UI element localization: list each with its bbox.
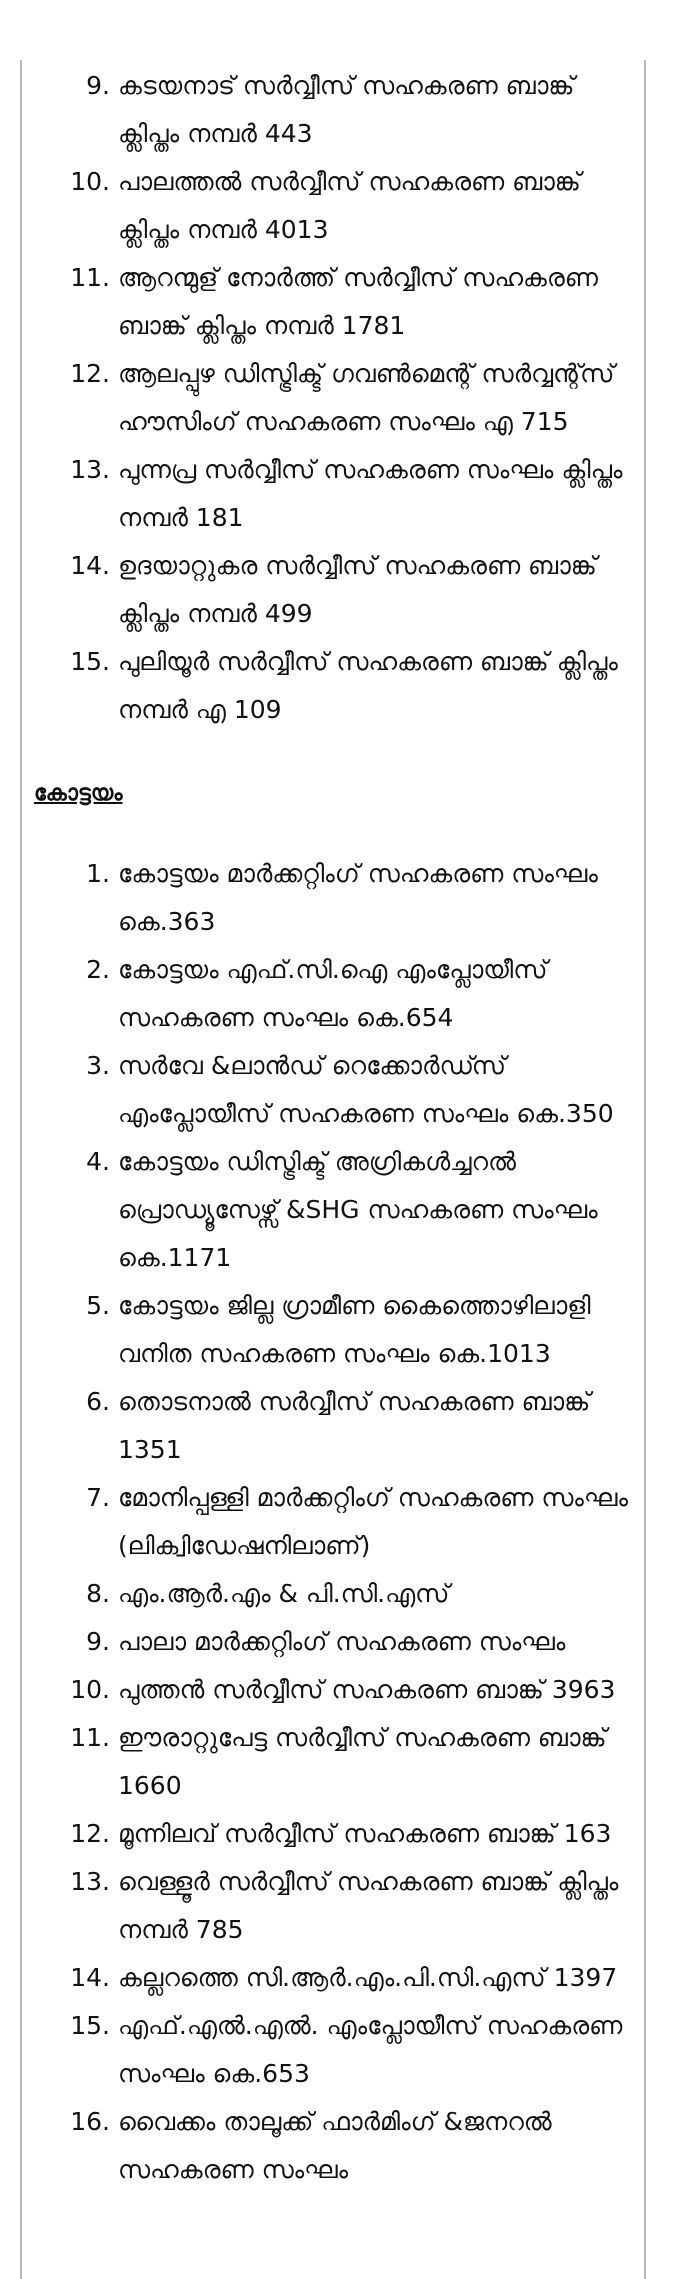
document-content: [34, 62, 634, 2194]
list-item: [34, 1618, 634, 1666]
list-item-text: മോനിപ്പള്ളി മാർക്കറ്റിംഗ് സഹകരണ സംഘം (ലിക്വിഡേഷനിലാണ്): [118, 1483, 628, 1560]
list-item-number: 13.: [70, 1867, 110, 1896]
list-item-text: പുത്തൻ സർവ്വീസ് സഹകരണ ബാങ്ക് 3963: [118, 1675, 616, 1704]
list-item: [34, 2002, 634, 2098]
list-item-text: സർവേ &ലാൻഡ് റെക്കോർഡ്സ് എംപ്ലോയീസ് സഹകരണ സംഘം കെ.350: [118, 1051, 614, 1128]
list-item: [34, 1138, 634, 1282]
list-item-number: 11.: [70, 1723, 110, 1752]
list-item: [34, 1666, 634, 1714]
list-item: [34, 1042, 634, 1138]
list-item-number: 10.: [70, 1675, 110, 1704]
list-item-number: 13.: [70, 455, 110, 484]
list-item-number: 10.: [70, 167, 110, 196]
list-item-text: എഫ്.എൽ.എൽ. എംപ്ലോയീസ് സഹകരണ സംഘം കെ.653: [118, 2011, 623, 2088]
list-item: [34, 946, 634, 1042]
content-border-left: [20, 60, 22, 2279]
list-item-text: ഈരാറ്റുപേട്ട സർവ്വീസ് സഹകരണ ബാങ്ക് 1660: [118, 1723, 607, 1800]
list-item-text: കോട്ടയം മാർക്കറ്റിംഗ് സഹകരണ സംഘം കെ.363: [118, 859, 598, 936]
list-item-text: വെള്ളൂർ സർവ്വീസ് സഹകരണ ബാങ്ക് ക്ലിപ്തം നമ്പർ 785: [118, 1867, 619, 1944]
list-item-number: 9.: [86, 1627, 110, 1656]
content-border-right: [644, 60, 646, 2279]
list-item-text: കല്ലറത്തെ സി.ആർ.എം.പി.സി.എസ് 1397: [118, 1963, 618, 1992]
list-item: [34, 1378, 634, 1474]
list-item-number: 6.: [86, 1387, 110, 1416]
list-item-text: കോട്ടയം ജില്ല ഗ്രാമീണ കൈത്തൊഴിലാളി വനിത സഹകരണ സംഘം കെ.1013: [118, 1291, 591, 1368]
list-item-number: 9.: [86, 71, 110, 100]
list-item-text: കോട്ടയം എഫ്.സി.ഐ എംപ്ലോയീസ് സഹകരണ സംഘം കെ.654: [118, 955, 548, 1032]
list-item-number: 16.: [70, 2107, 110, 2136]
list-item: [34, 446, 634, 542]
list-item: [34, 638, 634, 734]
list-item: [34, 2098, 634, 2194]
list-item-number: 12.: [70, 359, 110, 388]
list-item-number: 1.: [86, 859, 110, 888]
list-item-text: പുന്നപ്ര സർവ്വീസ് സഹകരണ സംഘം ക്ലിപ്തം നമ്പർ 181: [118, 455, 623, 532]
list-item-text: ആലപ്പുഴ ഡിസ്ട്രിക്ട് ഗവൺമെന്റ് സർവ്വന്റ്സ് ഹൗസിംഗ് സഹകരണ സംഘം എ 715: [118, 359, 615, 436]
list-item: [34, 542, 634, 638]
list-item-number: 2.: [86, 955, 110, 984]
list-item-number: 4.: [86, 1147, 110, 1176]
list-item: [34, 254, 634, 350]
list-item-text: കോട്ടയം ഡിസ്ട്രിക്ട് അഗ്രികൾച്ചറൽ പ്രൊഡ്യൂസേഴ്സ് &SHG സഹകരണ സംഘം കെ.1171: [118, 1147, 598, 1272]
list-item: [34, 62, 634, 158]
list-item: [34, 1810, 634, 1858]
list-item-text: ആറന്മുള് നോർത്ത് സർവ്വീസ് സഹകരണ ബാങ്ക് ക്ലിപ്തം നമ്പർ 1781: [118, 263, 598, 340]
ordered-list: [34, 62, 634, 734]
list-item-number: 5.: [86, 1291, 110, 1320]
list-item-number: 15.: [70, 2011, 110, 2040]
list-item: [34, 1570, 634, 1618]
list-item: [34, 1474, 634, 1570]
list-item: [34, 350, 634, 446]
list-item: [34, 1282, 634, 1378]
list-item-number: 15.: [70, 647, 110, 676]
list-item-text: തൊടനാൽ സർവ്വീസ് സഹകരണ ബാങ്ക് 1351: [118, 1387, 591, 1464]
list-item: [34, 1714, 634, 1810]
list-item-text: മൂന്നിലവ് സർവ്വീസ് സഹകരണ ബാങ്ക് 163: [118, 1819, 612, 1848]
list-item-text: ഉദയാറ്റുകര സർവ്വീസ് സഹകരണ ബാങ്ക് ക്ലിപ്തം നമ്പർ 499: [118, 551, 597, 628]
list-item-text: എം.ആർ.എം & പി.സി.എസ്: [118, 1579, 450, 1608]
list-item-text: പാലത്തൽ സർവ്വീസ് സഹകരണ ബാങ്ക് ക്ലിപ്തം നമ്പർ 4013: [118, 167, 581, 244]
list-item-number: 7.: [86, 1483, 110, 1512]
list-item-number: 14.: [70, 551, 110, 580]
list-item: [34, 1858, 634, 1954]
list-item: [34, 1954, 634, 2002]
list-item-text: പുലിയൂർ സർവ്വീസ് സഹകരണ ബാങ്ക് ക്ലിപ്തം നമ്പർ എ 109: [118, 647, 618, 724]
section-heading: കോട്ടയം: [34, 781, 123, 806]
list-item-text: കടയനാട് സർവ്വീസ് സഹകരണ ബാങ്ക് ക്ലിപ്തം നമ്പർ 443: [118, 71, 575, 148]
list-item-number: 11.: [70, 263, 110, 292]
list-item-text: വൈക്കം താലൂക്ക് ഫാർമിംഗ് &ജനറൽ സഹകരണ സംഘം: [118, 2107, 552, 2184]
ordered-list: [34, 850, 634, 2194]
list-item: [34, 850, 634, 946]
list-item-number: 8.: [86, 1579, 110, 1608]
list-item: [34, 158, 634, 254]
list-item-number: 3.: [86, 1051, 110, 1080]
list-item-number: 12.: [70, 1819, 110, 1848]
list-item-number: 14.: [70, 1963, 110, 1992]
list-item-text: പാലാ മാർക്കറ്റിംഗ് സഹകരണ സംഘം: [118, 1627, 566, 1656]
